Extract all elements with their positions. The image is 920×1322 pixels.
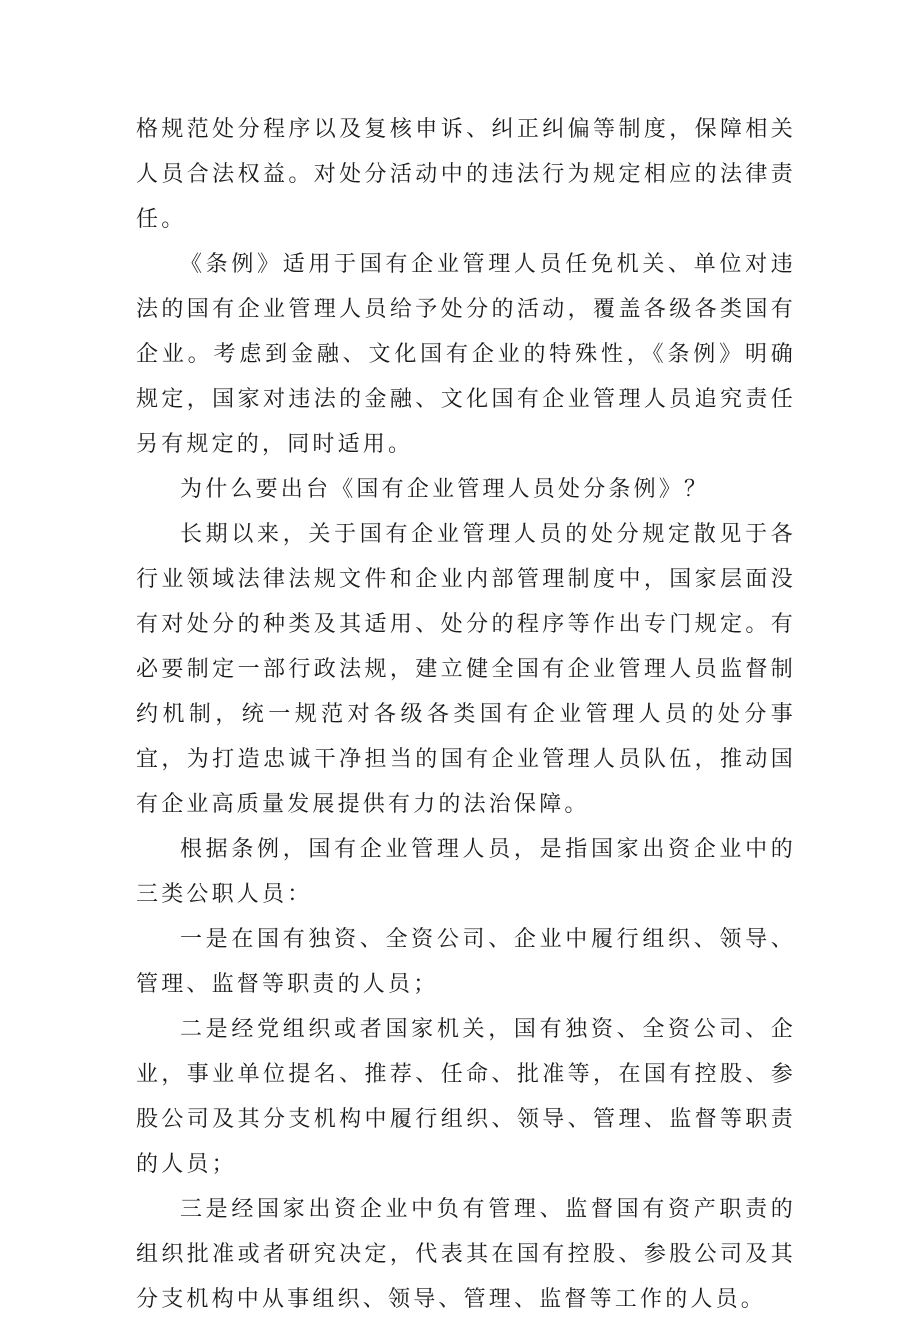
paragraph-scope: 《条例》适用于国有企业管理人员任免机关、单位对违法的国有企业管理人员给予处分的活动，覆盖各级各类国有企业。考虑到金融、文化国有企业的特殊性，《条例》明确规定，国家对违法的金融、文化国有企业管理人员追究责任另有规定的，同时适用。: [136, 252, 796, 457]
paragraph-continuation: 格规范处分程序以及复核申诉、纠正纠偏等制度，保障相关人员合法权益。对处分活动中的违法行为规定相应的法律责任。: [136, 117, 796, 232]
paragraph-question: 为什么要出台《国有企业管理人员处分条例》？: [180, 477, 710, 502]
paragraph-category-three: 三是经国家出资企业中负有管理、监督国有资产职责的组织批准或者研究决定，代表其在国有控股、参股公司及其分支机构中从事组织、领导、管理、监督等工作的人员。: [136, 1197, 796, 1312]
paragraph-category-two: 二是经党组织或者国家机关，国有独资、全资公司、企业，事业单位提名、推荐、任命、批准等，在国有控股、参股公司及其分支机构中履行组织、领导、管理、监督等职责的人员；: [136, 1017, 796, 1177]
paragraph-category-one: 一是在国有独资、全资公司、企业中履行组织、领导、管理、监督等职责的人员；: [136, 927, 796, 997]
paragraph-definition: 根据条例，国有企业管理人员，是指国家出资企业中的三类公职人员：: [136, 837, 796, 907]
document-body: [136, 107, 796, 1322]
paragraph-background: 长期以来，关于国有企业管理人员的处分规定散见于各行业领域法律法规文件和企业内部管理制度中，国家层面没有对处分的种类及其适用、处分的程序等作出专门规定。有必要制定一部行政法规，建立健全国有企业管理人员监督制约机制，统一规范对各级各类国有企业管理人员的处分事宜，为打造忠诚干净担当的国有企业管理人员队伍，推动国有企业高质量发展提供有力的法治保障。: [136, 522, 796, 817]
